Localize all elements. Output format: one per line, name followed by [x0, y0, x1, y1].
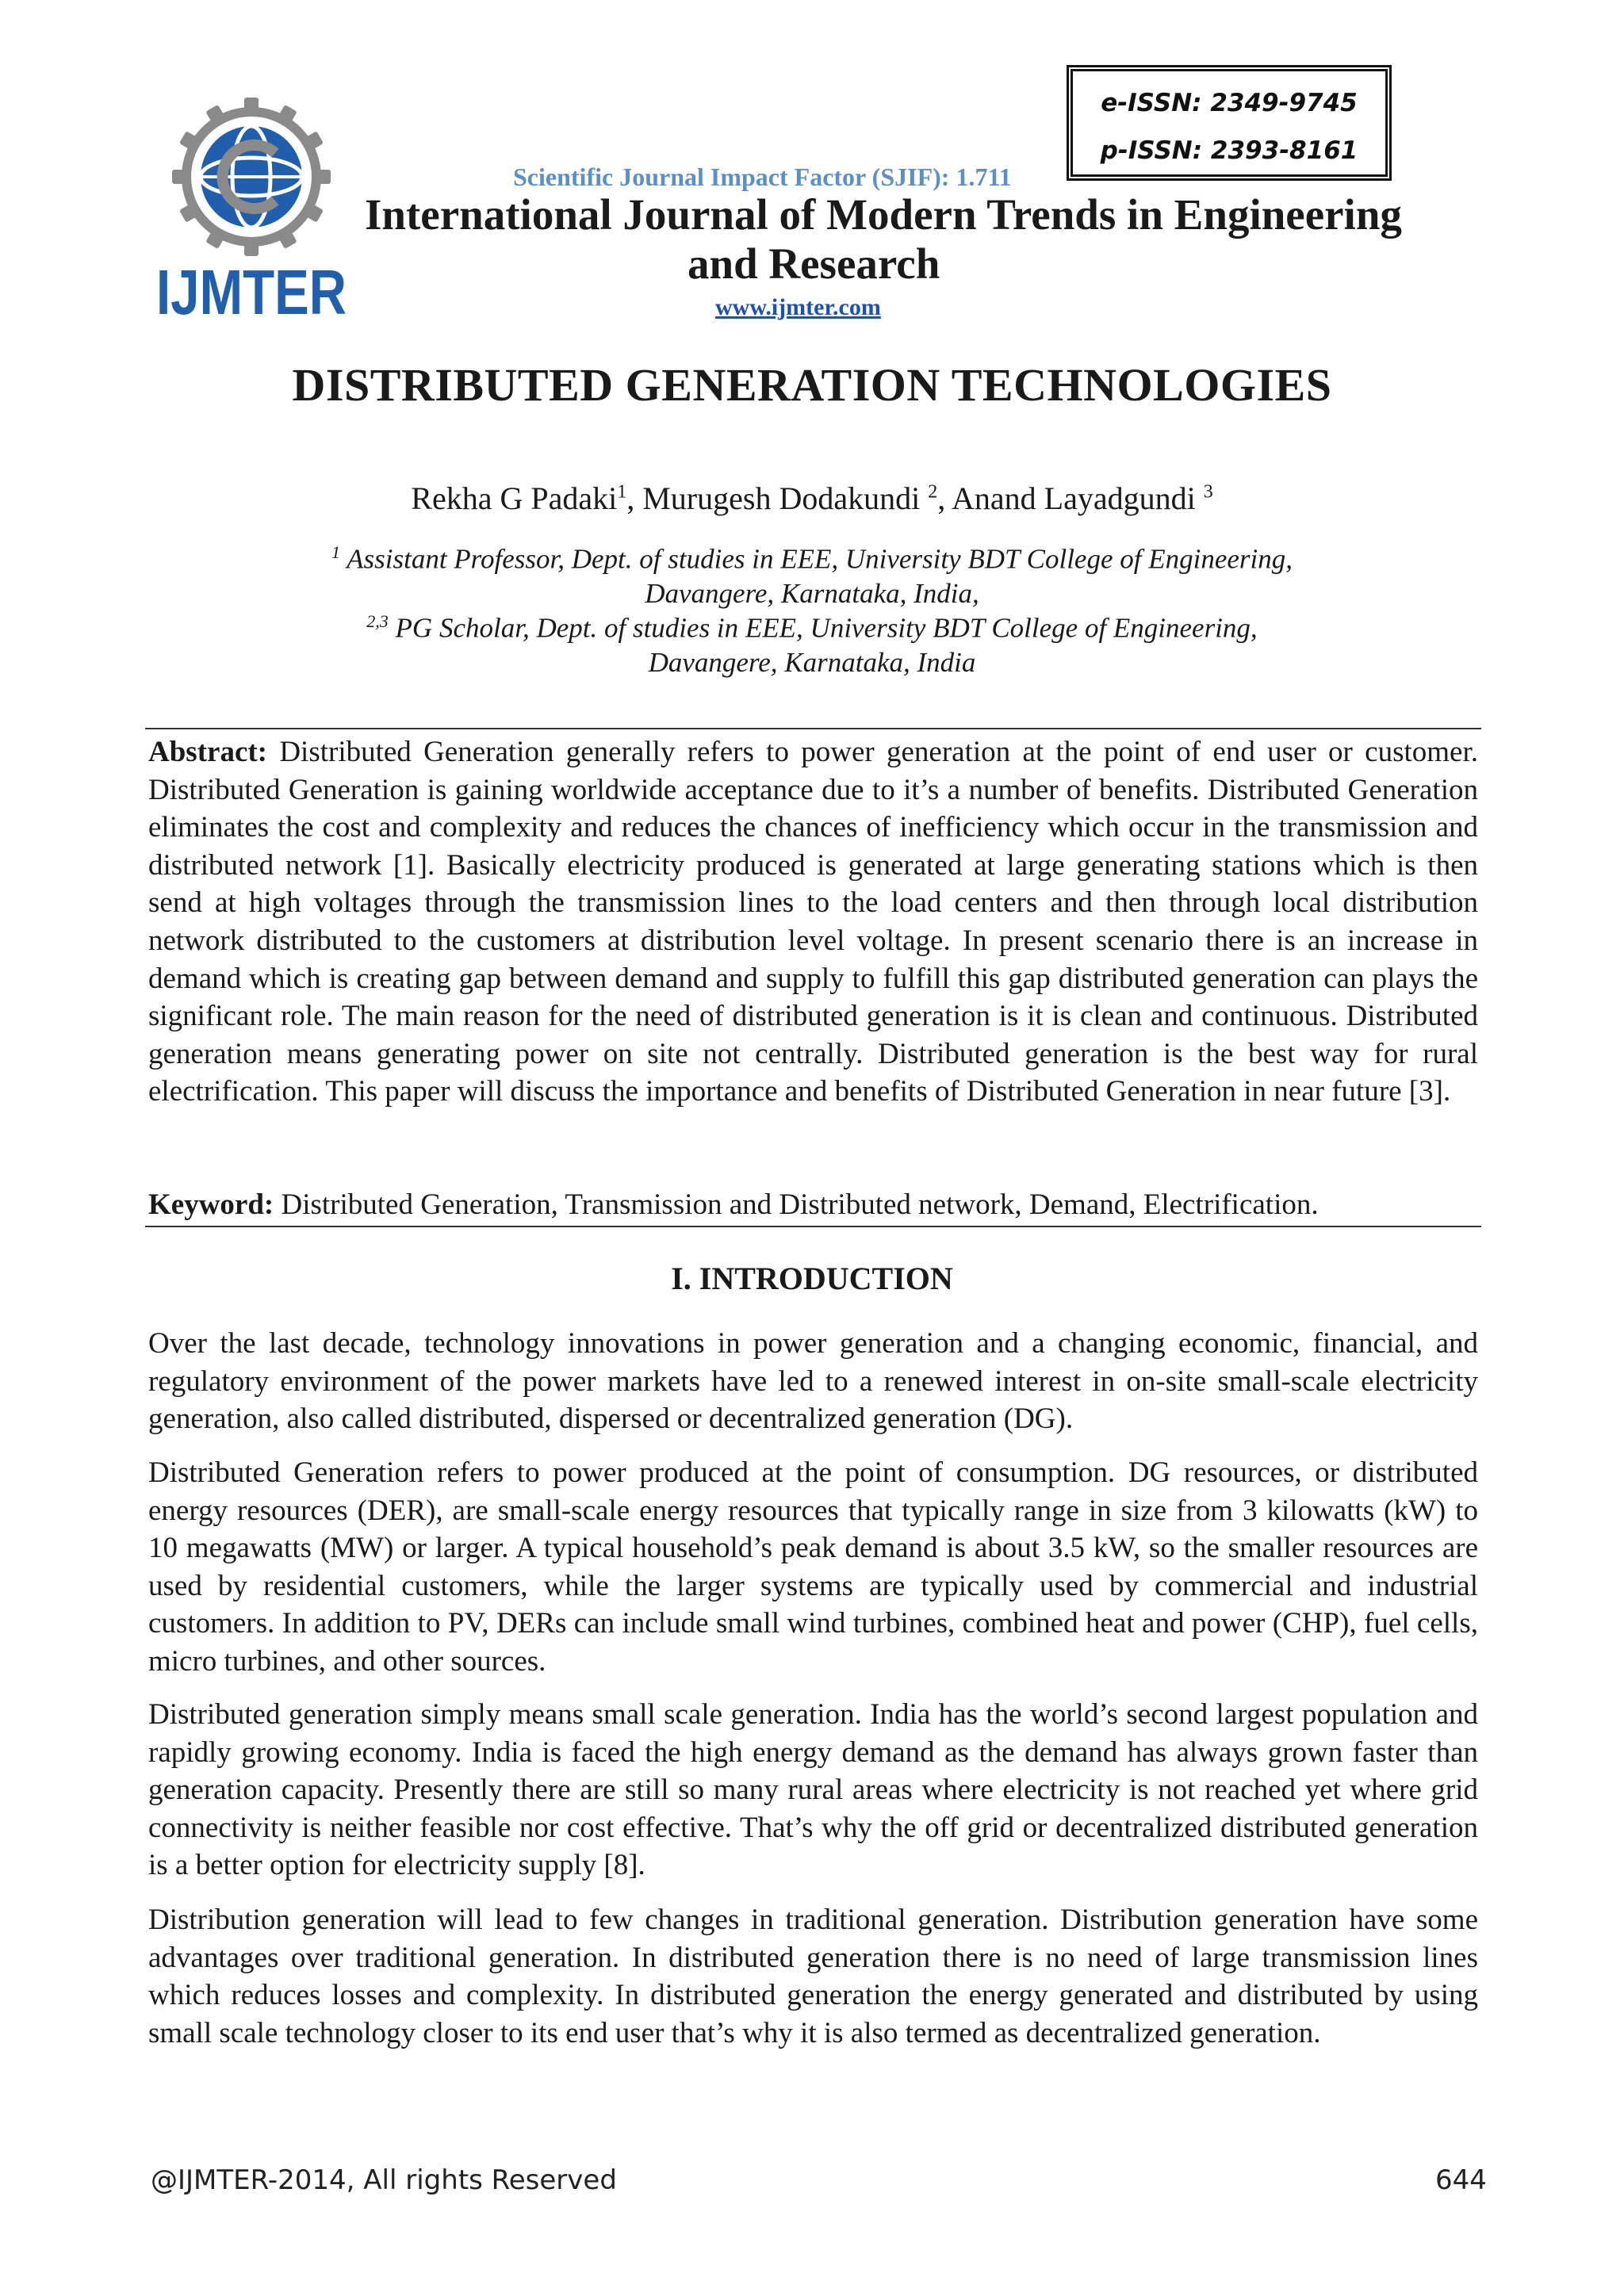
intro-paragraph: Distribution generation will lead to few changes in traditional generation. Distribution generation have some advantages over traditional generation. In distributed generation there is no need of large transmission lines which reduces losses and complexity. In distributed generation the energy generated and distributed by using small scale technology closer to its end user that’s why it is also termed as decentralized generation.: [148, 1904, 1478, 2049]
journal-name-line1: International Journal of Modern Trends in Engineering: [365, 190, 1402, 239]
author-sup: 1: [617, 481, 627, 503]
abstract-label: Abstract:: [148, 736, 268, 768]
journal-website-link[interactable]: www.ijmter.com: [715, 294, 881, 320]
gear-globe-icon: [152, 94, 350, 327]
abstract-text: Distributed Generation generally refers to power generation at the point of end user or customer. Distributed Generation is gaining worldwide acceptance due to it’s a number of benefits. Distributed Generation eliminates the cost and complexity and reduces the chances of inefficiency which occur in the transmission and distributed network [1]. Basically electricity produced is generated at large generating stations which is then send at high voltages through the transmission lines to the load centers and then through local distribution network distributed to the customers at distribution level voltage. In present scenario there is an increase in demand which is creating gap between demand and supply to fulfill this gap distributed generation can plays the significant role. The main reason for the need of distributed generation is it is clean and continuous. Distributed generation means generating power on site not centrally. Distributed generation is the best way for rural electrification. This paper will discuss the importance and benefits of Distributed Generation in near future [3].: [148, 736, 1478, 1108]
affiliation-line: PG Scholar, Dept. of studies in EEE, University BDT College of Engineering,: [395, 612, 1258, 644]
keywords: [148, 1186, 1478, 1224]
affiliation-sup: 2,3: [366, 611, 389, 631]
journal-name: [365, 190, 1475, 289]
journal-logo: [152, 94, 350, 327]
affiliation-line: Assistant Professor, Dept. of studies in EEE, University BDT College of Engineering,: [347, 543, 1293, 575]
impact-factor: Scientific Journal Impact Factor (SJIF): 1.711: [513, 163, 1012, 191]
author-name: Anand Layadgundi: [952, 480, 1196, 516]
page-number: 644: [1435, 2164, 1487, 2196]
footer-copyright: @IJMTER-2014, All rights Reserved: [151, 2164, 617, 2196]
logo-text: IJMTER: [156, 257, 347, 327]
journal-name-line2: and Research: [688, 239, 940, 288]
author-name: Rekha G Padaki: [411, 480, 618, 516]
abstract: [148, 733, 1478, 1111]
keyword-label: Keyword:: [148, 1188, 274, 1221]
issn-box: [1067, 65, 1392, 181]
paper-title: DISTRIBUTED GENERATION TECHNOLOGIES: [292, 359, 1332, 411]
pissn-text: p-ISSN: 2393-8161: [1100, 136, 1358, 165]
author-list: Rekha G Padaki$^1$, Murugesh Dodakundi $^2$, Anand Layadgundi $^3$: [411, 480, 1213, 516]
affiliation-1: [0, 535, 1624, 610]
intro-paragraph: Distributed generation simply means small scale generation. India has the world’s second largest population and rapidly growing economy. India is faced the high energy demand as the demand has always grown faster than generation capacity. Presently there are still so many rural areas where electricity is not reached yet where grid connectivity is neither feasible nor cost effective. That’s why the off grid or decentralized distributed generation is a better option for electricity supply [8].: [148, 1698, 1478, 1882]
intro-paragraph: Distributed Generation refers to power produced at the point of consumption. DG resources, or distributed energy resources (DER), are small-scale energy resources that typically range in size from 3 kilowatts (kW) to 10 megawatts (MW) or larger. A typical household’s peak demand is about 3.5 kW, so the smaller resources are used by residential customers, while the larger systems are typically used by commercial and industrial customers. In addition to PV, DERs can include small wind turbines, combined heat and power (CHP), fuel cells, micro turbines, and other sources.: [148, 1456, 1478, 1678]
section-heading: I. INTRODUCTION: [671, 1261, 953, 1296]
affiliation-line: Davangere, Karnataka, India: [648, 646, 976, 678]
abstract-bottom-rule: [145, 1226, 1481, 1227]
abstract-top-rule: [145, 728, 1481, 729]
author-sup: 2: [928, 481, 938, 503]
author-name: Murugesh Dodakundi: [642, 480, 921, 516]
affiliation-sup: 1: [331, 542, 341, 562]
eissn-text: e-ISSN: 2349-9745: [1101, 89, 1358, 117]
author-sup: 3: [1203, 481, 1213, 503]
keyword-text: Distributed Generation, Transmission and Distributed network, Demand, Electrification.: [281, 1188, 1319, 1221]
affiliation-line: Davangere, Karnataka, India,: [645, 577, 979, 609]
intro-paragraph: Over the last decade, technology innovations in power generation and a changing economic, financial, and regulatory environment of the power markets have led to a renewed interest in on-site small-scale electricity generation, also called distributed, dispersed or decentralized generation (DG).: [148, 1327, 1478, 1436]
affiliation-2: [0, 604, 1624, 679]
